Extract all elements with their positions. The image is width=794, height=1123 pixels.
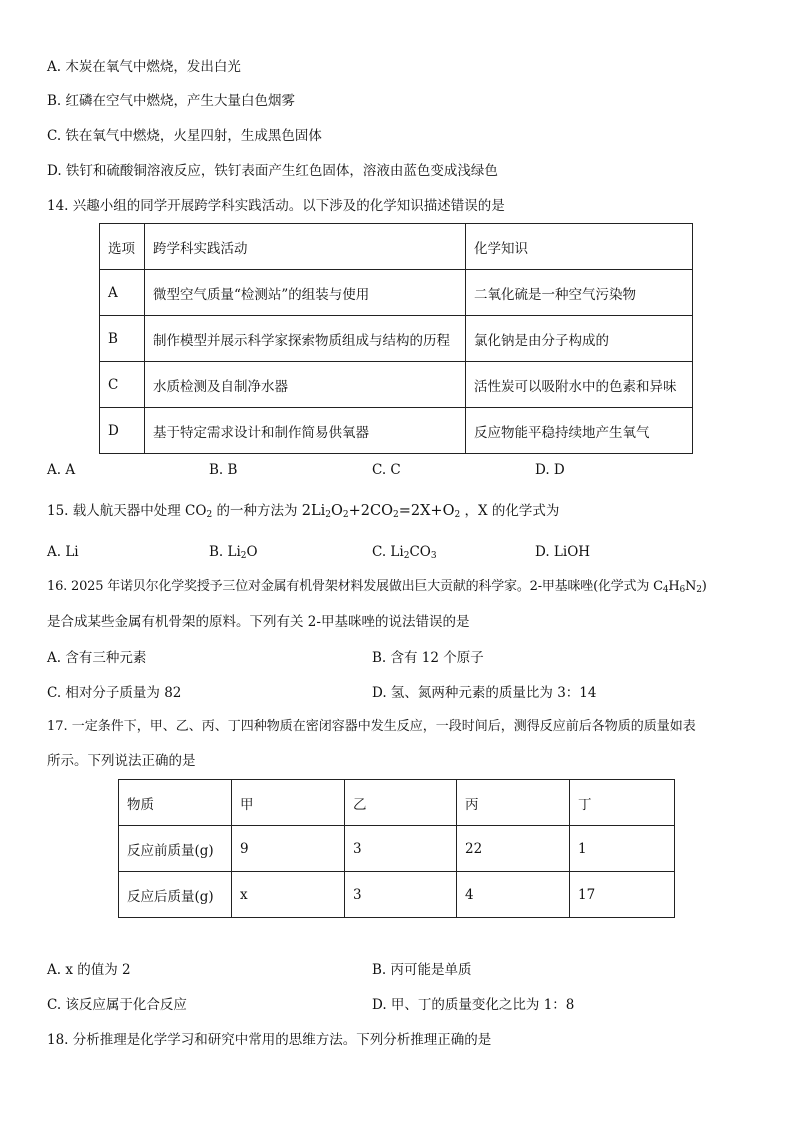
q17-cell: 1 (570, 826, 675, 872)
formula-part: H (668, 579, 680, 594)
q17-cell: 反应前质量(g) (119, 826, 232, 872)
table-row (100, 408, 693, 454)
q17-option-c: C. 该反应属于化合反应 (47, 997, 187, 1013)
q15-stem-text: 的一种方法为 (212, 503, 302, 519)
q16-stem-text: 16. 2025 年诺贝尔化学奖授予三位对金属有机骨架材料发展做出巨大贡献的科学家。2-甲基咪唑(化学式为 C (47, 579, 663, 594)
opt-text: CO (409, 544, 431, 560)
q14-cell-option: A (100, 270, 145, 316)
q14-cell-option: C (100, 362, 145, 408)
opt-text: C. Li (372, 544, 404, 560)
formula-sub: 6 (679, 585, 686, 595)
opt-text: B. Li (209, 544, 241, 560)
eq-sub: 2 (325, 510, 332, 520)
q14-cell-knowledge: 氯化钠是由分子构成的 (466, 316, 693, 362)
q14-header-knowledge: 化学知识 (466, 224, 693, 270)
q14-cell-option: D (100, 408, 145, 454)
q13-option-c: C. 铁在氧气中燃烧，火星四射，生成黑色固体 (47, 128, 322, 144)
q14-option-d: D. D (535, 462, 565, 478)
q15-option-d (535, 543, 590, 561)
q15-stem (47, 502, 559, 524)
q14-table-header-row (100, 224, 693, 270)
q17-header-substance: 物质 (119, 780, 232, 826)
eq-sub: 2 (393, 510, 399, 520)
q14-option-b: B. B (209, 462, 238, 478)
q13-option-a: A. 木炭在氧气中燃烧，发出白光 (47, 59, 241, 75)
formula-part: ) (701, 579, 707, 594)
formula-sub: 4 (662, 585, 669, 595)
q16-stem-line1 (47, 578, 707, 599)
q17-cell: 22 (457, 826, 570, 872)
opt-text: D. LiOH (535, 544, 591, 560)
q14-table (99, 223, 693, 454)
formula-sub: 2 (696, 585, 702, 595)
formula-part: N (685, 579, 697, 594)
q15-stem-text: ，X 的化学式为 (460, 503, 560, 519)
q16-option-b: B. 含有 12 个原子 (372, 650, 484, 666)
q14-cell-activity: 水质检测及自制净水器 (145, 362, 466, 408)
table-row (119, 872, 675, 918)
q14-cell-activity: 基于特定需求设计和制作简易供氧器 (145, 408, 466, 454)
q17-stem-line1: 17. 一定条件下，甲、乙、丙、丁四种物质在密闭容器中发生反应，一段时间后，测得反应前后各物质的质量如表 (47, 719, 696, 734)
q14-option-c: C. C (372, 462, 401, 478)
table-row (100, 362, 693, 408)
q14-header-option: 选项 (100, 224, 145, 270)
opt-sub: 2 (240, 551, 247, 561)
q17-option-d: D. 甲、丁的质量变化之比为 1：8 (372, 997, 575, 1013)
q17-cell: 3 (345, 872, 457, 918)
q15-stem-text: 15. 载人航天器中处理 CO (47, 503, 207, 519)
q16-option-a: A. 含有三种元素 (47, 650, 147, 666)
q15-option-b (209, 543, 258, 565)
q17-table (118, 779, 675, 918)
q15-stem-sub: 2 (206, 510, 213, 520)
q14-cell-knowledge: 反应物能平稳持续地产生氧气 (466, 408, 693, 454)
q16-stem-line2: 是合成某些金属有机骨架的原料。下列有关 2-甲基咪唑的说法错误的是 (47, 614, 470, 630)
table-row (100, 270, 693, 316)
q17-table-header-row (119, 780, 675, 826)
table-row (100, 316, 693, 362)
q17-cell: x (232, 872, 345, 918)
q17-header-yi: 乙 (345, 780, 457, 826)
table-row (119, 826, 675, 872)
opt-sub: 3 (430, 551, 437, 561)
q18-stem: 18. 分析推理是化学学习和研究中常用的思维方法。下列分析推理正确的是 (47, 1032, 492, 1048)
q17-header-bing: 丙 (457, 780, 570, 826)
eq-part: O (331, 503, 343, 519)
q14-cell-knowledge: 二氧化硫是一种空气污染物 (466, 270, 693, 316)
q17-option-b: B. 丙可能是单质 (372, 962, 472, 978)
q17-cell: 3 (345, 826, 457, 872)
q14-option-a: A. A (47, 462, 76, 478)
q17-header-ding: 丁 (570, 780, 675, 826)
q15-option-a (47, 543, 79, 561)
eq-sub: 2 (454, 510, 461, 520)
opt-text: A. Li (47, 544, 79, 560)
q15-equation (302, 503, 460, 519)
opt-sub: 2 (403, 551, 410, 561)
q17-cell: 4 (457, 872, 570, 918)
q13-option-b: B. 红磷在空气中燃烧，产生大量白色烟雾 (47, 93, 296, 109)
q13-option-d: D. 铁钉和硫酸铜溶液反应，铁钉表面产生红色固体，溶液由蓝色变成浅绿色 (47, 163, 498, 179)
q14-cell-activity: 微型空气质量“检测站”的组装与使用 (145, 270, 466, 316)
eq-part: =2X+O (398, 503, 455, 519)
q17-cell: 9 (232, 826, 345, 872)
q16-option-c: C. 相对分子质量为 82 (47, 685, 182, 701)
q17-cell: 反应后质量(g) (119, 872, 232, 918)
opt-text: O (246, 544, 258, 560)
q14-cell-knowledge: 活性炭可以吸附水中的色素和异味 (466, 362, 693, 408)
q14-cell-activity: 制作模型并展示科学家探索物质组成与结构的历程 (145, 316, 466, 362)
eq-sub: 2 (342, 510, 349, 520)
q15-option-c (372, 543, 437, 565)
q17-header-jia: 甲 (232, 780, 345, 826)
q17-stem-line2: 所示。下列说法正确的是 (47, 753, 196, 769)
q17-option-a: A. x 的值为 2 (47, 962, 131, 978)
q17-cell: 17 (570, 872, 675, 918)
q14-cell-option: B (100, 316, 145, 362)
q16-option-d: D. 氢、氮两种元素的质量比为 3：14 (372, 685, 597, 701)
q14-header-activity: 跨学科实践活动 (145, 224, 466, 270)
eq-part: 2Li (301, 503, 326, 519)
eq-part: +2CO (348, 503, 393, 519)
q14-stem: 14. 兴趣小组的同学开展跨学科实践活动。以下涉及的化学知识描述错误的是 (47, 198, 505, 214)
